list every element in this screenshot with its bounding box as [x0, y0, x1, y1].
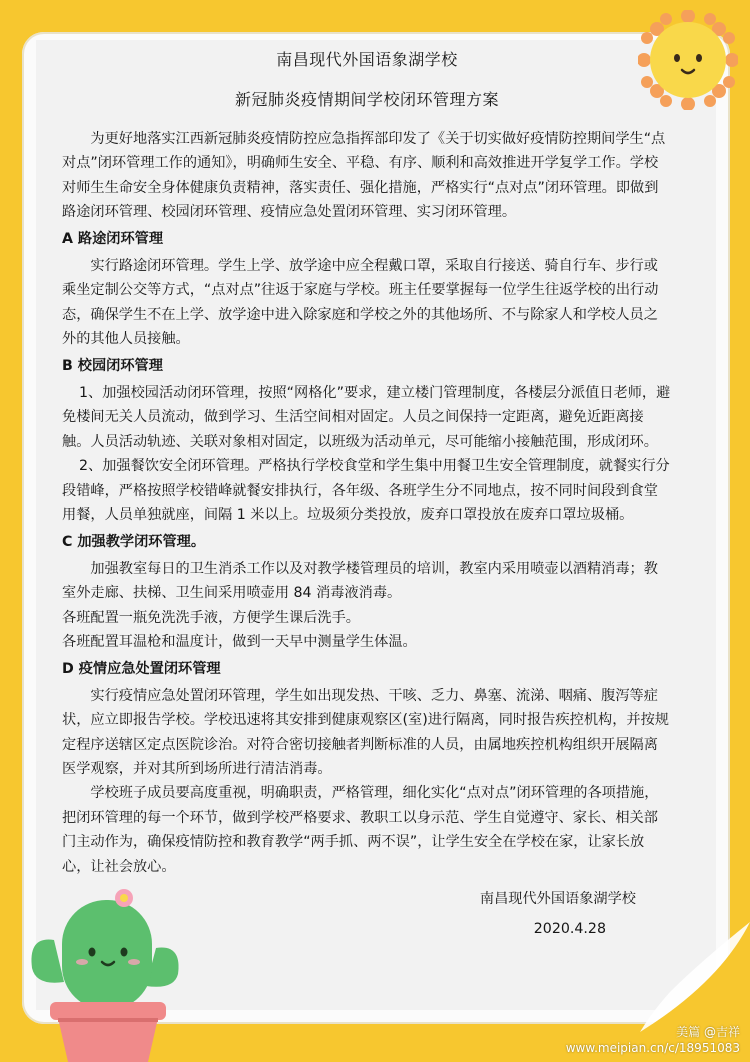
cactus-icon	[20, 878, 190, 1062]
sun-icon	[638, 10, 738, 110]
section-d-heading: D 疫情应急处置闭环管理	[62, 661, 221, 678]
section-b-paragraph-2: 2、加强餐饮安全闭环管理。严格执行学校食堂和学生集中用餐卫生安全管理制度，就餐实行分段错峰，严格按照学校错峰就餐安排执行，各年级、各班学生分不同地点，按不同时间段到食堂用餐，人员单独就座，间隔 1 米以上。垃圾须分类投放，废弃口罩投放在废弃口罩垃圾桶。	[62, 458, 670, 523]
section-b-paragraph-1: 1、加强校园活动闭环管理，按照“网格化”要求，建立楼门管理制度，各楼层分派值日老师，避免楼间无关人员流动，做到学习、生活空间相对固定。人员之间保持一定距离，避免近距离接触。人员活动轨迹、关联对象相对固定，以班级为活动单元，尽可能缩小接触范围，形成闭环。	[62, 384, 671, 450]
signature: 南昌现代外国语象湖学校	[479, 891, 636, 907]
section-a-paragraph: 实行路途闭环管理。学生上学、放学途中应全程戴口罩，采取自行接送、骑自行车、步行或乘坐定制公交等方式，“点对点”往返于家庭与学校。班主任要掌握每一位学生往返学校的出行动态，确保学生不在上学、放学途中进入除家庭和学校之外的其他场所、不与除家人和学校人员之外的其他人员接触。	[62, 257, 659, 348]
document-body	[62, 48, 672, 942]
section-a-heading: A 路途闭环管理	[62, 231, 164, 248]
section-d-paragraph-1: 实行疫情应急处置闭环管理，学生如出现发热、干咳、乏力、鼻塞、流涕、咽痛、腹泻等症状，应立即报告学校。学校迅速将其安排到健康观察区(室)进行隔离，同时报告疾控机构，并按规定程序送辖区定点医院诊治。对符合密切接触者判断标准的人员，由属地疾控机构组织开展隔离医学观察，并对其所到场所进行清洁消毒。	[62, 687, 669, 777]
document-title: 新冠肺炎疫情期间学校闭环管理方案	[234, 90, 499, 110]
intro-paragraph: 为更好地落实江西新冠肺炎疫情防控应急指挥部印发了《关于切实做好疫情防控期间学生“点对点”闭环管理工作的通知》，明确师生安全、平稳、有序、顺利和高效推进开学复学工作。学校对师生生命安全身体健康负责精神，落实责任、强化措施，严格实行“点对点”闭环管理。即做到路途闭环管理、校园闭环管理、疫情应急处置闭环管理、实习闭环管理。	[62, 130, 666, 221]
section-c-paragraph-1: 加强教室每日的卫生消杀工作以及对教学楼管理员的培训，教室内采用喷壶以酒精消毒；教室外走廊、扶梯、卫生间采用喷壶用 84 消毒液消毒。	[62, 560, 658, 602]
section-c-heading: C 加强教学闭环管理。	[62, 534, 206, 551]
watermark-brand: 美篇 @吉祥	[676, 1025, 740, 1039]
section-c-paragraph-3: 各班配置耳温枪和温度计，做到一天早中测量学生体温。	[62, 633, 417, 650]
section-d-paragraph-2: 学校班子成员要高度重视，明确职责，严格管理，细化实化“点对点”闭环管理的各项措施，把闭环管理的每一个环节，做到学校严格要求、教职工以身示范、学生自觉遵守、家长、相关部门主动作为，确保疫情防控和教育教学“两手抓、两不误”，让学生安全在学校在家，让家长放心，让社会放心。	[62, 785, 659, 875]
watermark-url: www.meipian.cn/c/18951083	[565, 1041, 740, 1055]
watermark	[566, 1024, 740, 1056]
document-date: 2020.4.28	[533, 921, 606, 938]
page-curl	[630, 922, 750, 1032]
section-c-paragraph-2: 各班配置一瓶免洗洗手液，方便学生课后洗手。	[62, 609, 360, 626]
school-name: 南昌现代外国语象湖学校	[276, 50, 458, 69]
section-b-heading: B 校园闭环管理	[62, 358, 163, 375]
